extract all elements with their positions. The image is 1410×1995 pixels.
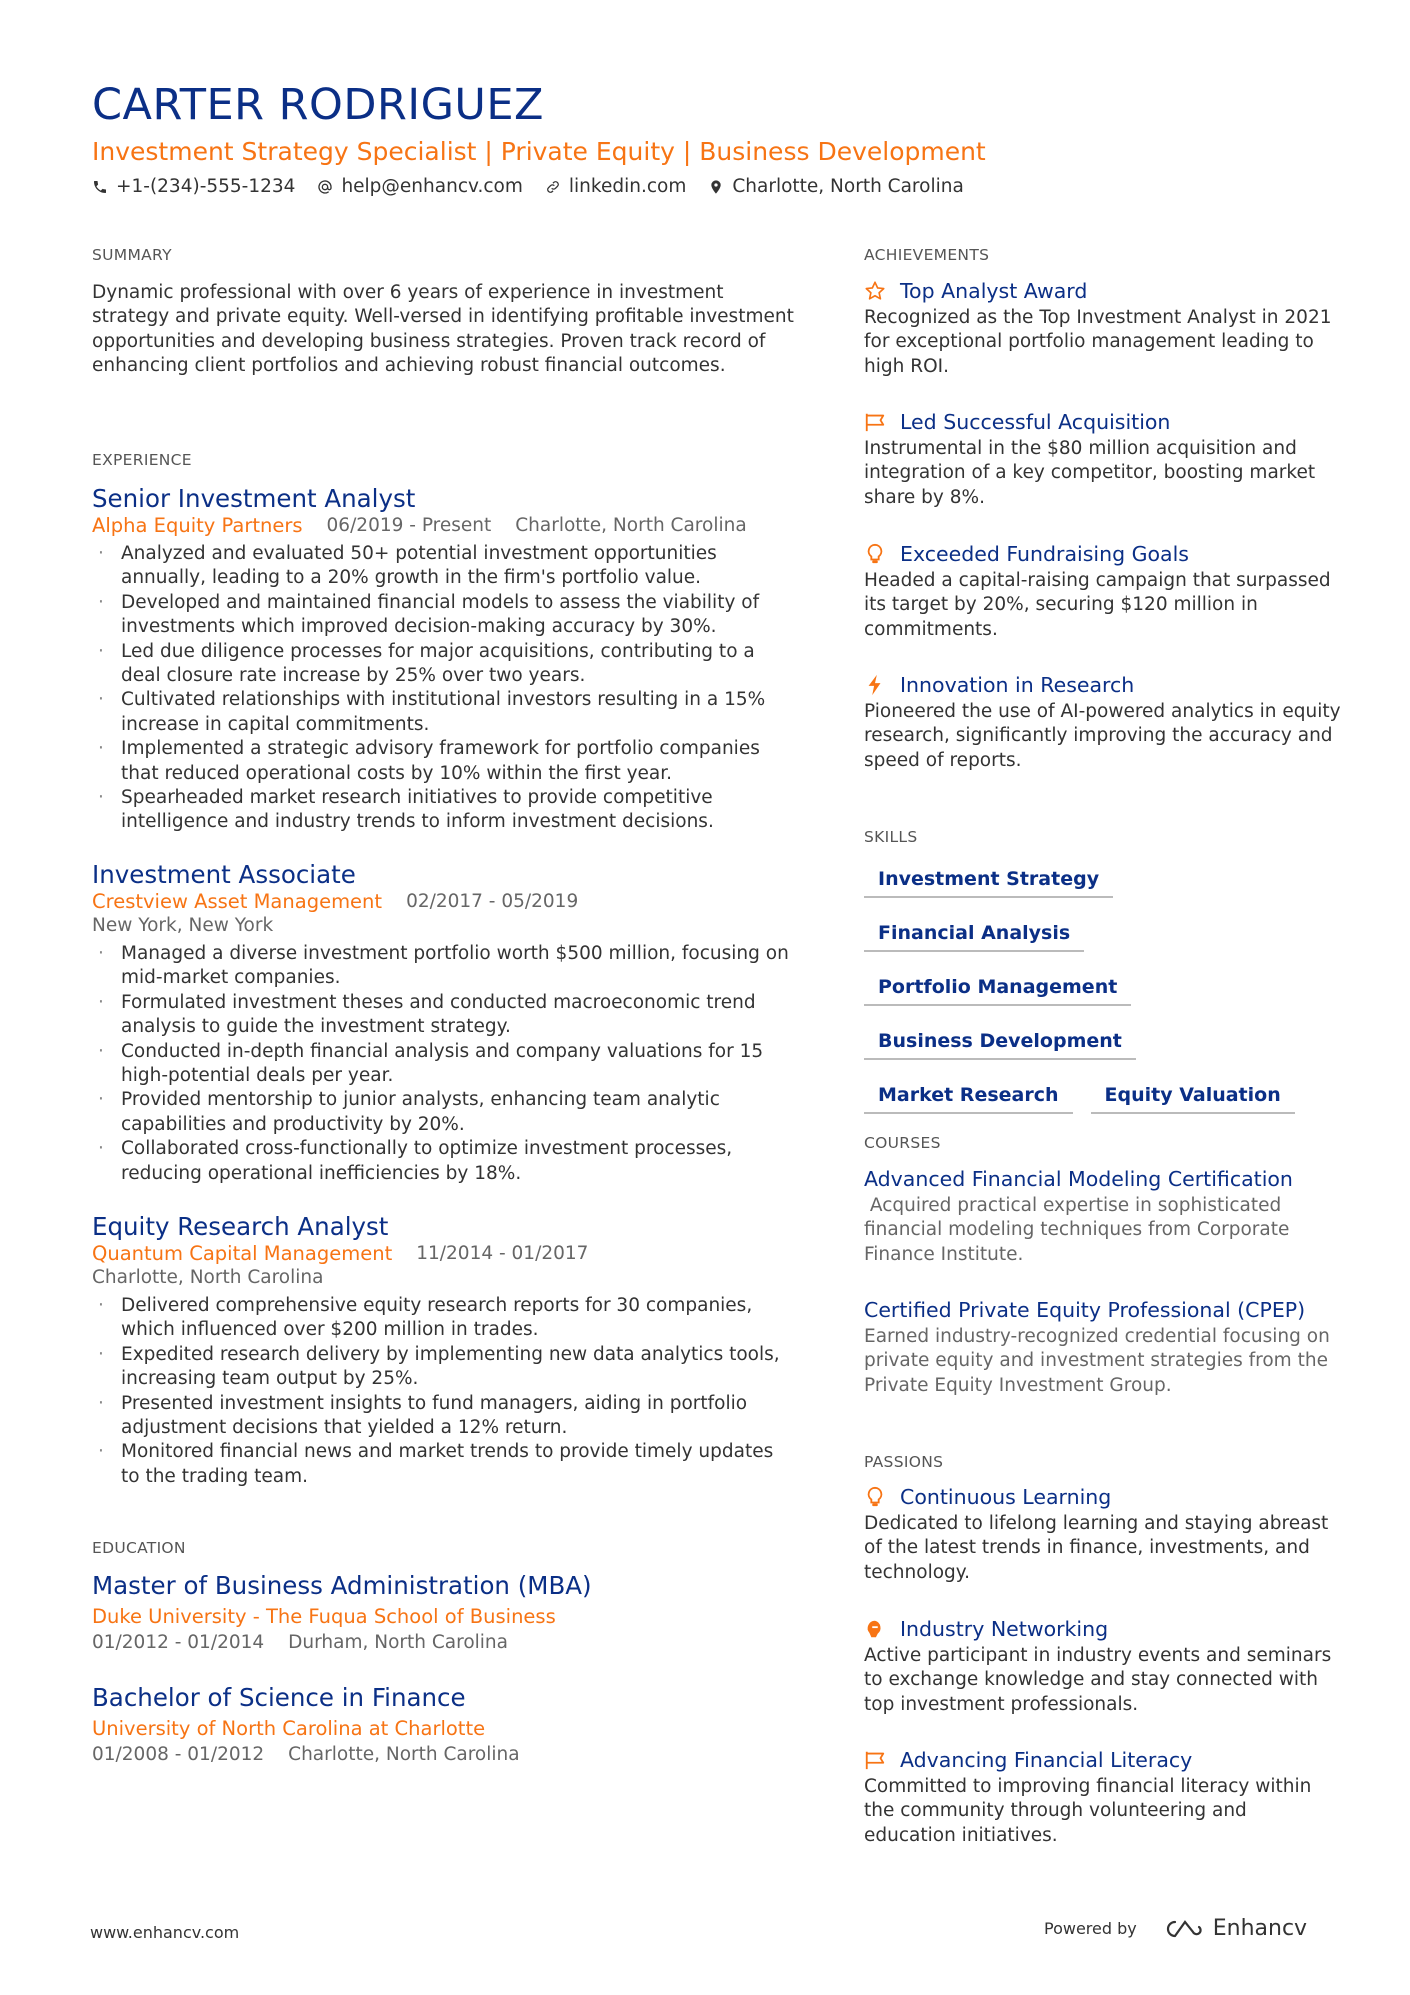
handshake-icon [864,1618,886,1640]
phone-icon [92,179,108,195]
bullet: · Cultivated relationships with institutional investors resulting in a 15% increase in capital commitments. [92,688,792,737]
bullet-list [92,1294,792,1489]
summary-section [92,246,792,379]
course-item [864,1295,1344,1398]
course-text: Earned industry-recognized credential focusing on private equity and investment strategies from the Private Equity Investment Group. [864,1326,1330,1396]
school: University of North Carolina at Charlotte [92,1717,486,1740]
dates: 01/2012 - 01/2014 [92,1632,265,1653]
dates: 06/2019 - Present [326,515,492,536]
passion-item [864,1614,1344,1717]
bullet: · Collaborated cross-functionally to optimize investment processes, reducing operational inefficiencies by 18%. [92,1137,792,1186]
achievement-text: Pioneered the use of AI-powered analytics in equity research, significantly improving the accuracy and speed of reports. [864,701,1341,771]
section-label: EXPERIENCE [92,451,192,469]
bullet: · Managed a diverse investment portfolio worth $500 million, focusing on mid-market companies. [92,942,792,991]
achievement-title: Innovation in Research [900,673,1135,697]
lightbulb-icon [864,543,886,565]
achievement-item [864,670,1344,773]
skills-section [864,828,1344,1114]
skill-tag: Financial Analysis [864,922,1084,952]
passion-text: Committed to improving financial literacy within the community through volunteering and education initiatives. [864,1776,1312,1846]
flag-icon [864,411,886,433]
achievement-title: Exceeded Fundraising Goals [900,542,1189,566]
passion-item [864,1745,1344,1848]
lightbulb-icon [864,1486,886,1508]
link-icon [545,179,561,195]
course-title: Advanced Financial Modeling Certification [864,1167,1293,1191]
bullet: · Led due diligence processes for major acquisitions, contributing to a deal closure rate increase by 25% over two years. [92,640,792,689]
bullet: · Monitored financial news and market trends to provide timely updates to the trading team. [92,1440,792,1489]
passion-title: Advancing Financial Literacy [900,1748,1193,1772]
section-label: SKILLS [864,828,918,846]
passion-text: Active participant in industry events and seminars to exchange knowledge and stay connected with top investment professionals. [864,1645,1332,1715]
contact-bar [92,176,964,197]
footer-branding [1044,1916,1307,1941]
email-link[interactable]: help@enhancv.com [341,176,523,197]
achievement-text: Headed a capital-raising campaign that surpassed its target by 20%, securing $120 million in commitments. [864,570,1331,640]
section-label: EDUCATION [92,1539,186,1557]
flag-icon [864,1749,886,1771]
job-title: Investment Associate [92,860,356,889]
school: Duke University - The Fuqua School of Business [92,1605,556,1628]
bullet: · Developed and maintained financial models to assess the viability of investments which improved decision-making accuracy by 30%. [92,591,792,640]
bullet: · Analyzed and evaluated 50+ potential investment opportunities annually, leading to a 20% growth in the firm's portfolio value. [92,542,792,591]
dates: 01/2008 - 01/2012 [92,1744,265,1765]
section-label: COURSES [864,1134,941,1152]
skill-tag: Investment Strategy [864,868,1113,898]
headline: Investment Strategy Specialist | Private Equity | Business Development [92,137,986,166]
experience-section [92,451,792,469]
job-entry [92,484,792,835]
location: New York, New York [92,915,274,936]
bolt-icon [864,674,886,696]
powered-by-text: Powered by [1044,1919,1137,1938]
achievement-text: Instrumental in the $80 million acquisition and integration of a key competitor, boosting market share by 8%. [864,438,1316,508]
courses-section [864,1134,1344,1152]
location: Charlotte, North Carolina [92,1267,324,1288]
section-label: ACHIEVEMENTS [864,246,990,264]
section-label: SUMMARY [92,246,172,264]
contact-location [708,176,963,197]
enhancv-logo[interactable] [1159,1916,1307,1941]
location: Charlotte, North Carolina [288,1744,520,1765]
job-title: Equity Research Analyst [92,1212,389,1241]
at-icon [317,179,333,195]
location: Durham, North Carolina [288,1632,508,1653]
achievement-item [864,276,1344,379]
skill-tag: Equity Valuation [1091,1084,1295,1114]
degree: Master of Business Administration (MBA) [92,1571,592,1600]
dates: 11/2014 - 01/2017 [416,1243,589,1264]
degree: Bachelor of Science in Finance [92,1683,466,1712]
course-text: Acquired practical expertise in sophisticated financial modeling techniques from Corporate Finance Institute. [864,1195,1296,1265]
job-entry [92,860,792,1186]
skill-tag: Market Research [864,1084,1073,1114]
contact-email[interactable] [317,176,522,197]
passion-title: Industry Networking [900,1617,1109,1641]
skill-tag: Portfolio Management [864,976,1131,1006]
summary-text: Dynamic professional with over 6 years of experience in investment strategy and private equity. Well-versed in identifying profitable investment opportunities and developing business strategies. Proven track record of enhancing client portfolios and achieving robust financial outcomes. [92,282,794,377]
phone-text: +1-(234)-555-1234 [116,176,296,197]
bullet: · Conducted in-depth financial analysis and company valuations for 15 high-potential deals per year. [92,1040,792,1089]
bullet-list [92,942,792,1186]
star-icon [864,280,886,302]
location: Charlotte, North Carolina [515,515,747,536]
bullet: · Spearheaded market research initiatives to provide competitive intelligence and industry trends to inform investment decisions. [92,786,792,835]
achievements-section [864,246,1344,264]
course-item [864,1164,1344,1267]
achievement-text: Recognized as the Top Investment Analyst in 2021 for exceptional portfolio management leading to high ROI. [864,307,1332,377]
skill-tag: Business Development [864,1030,1136,1060]
course-title: Certified Private Equity Professional (CPEP) [864,1298,1306,1322]
job-title: Senior Investment Analyst [92,484,416,513]
company: Crestview Asset Management [92,890,383,913]
enhancv-logo-icon [1159,1917,1205,1941]
skills-list [864,868,1334,1114]
candidate-name: CARTER RODRIGUEZ [92,80,544,130]
map-pin-icon [708,179,724,195]
achievement-item [864,539,1344,642]
bullet: · Presented investment insights to fund managers, aiding in portfolio adjustment decisions that yielded a 12% return. [92,1392,792,1441]
passions-section [864,1453,1344,1471]
achievement-title: Led Successful Acquisition [900,410,1171,434]
education-entry [92,1571,792,1655]
footer-website[interactable]: www.enhancv.com [90,1923,240,1942]
linkedin-link[interactable]: linkedin.com [568,176,687,197]
bullet: · Provided mentorship to junior analysts, enhancing team analytic capabilities and productivity by 20%. [92,1088,792,1137]
bullet: · Formulated investment theses and conducted macroeconomic trend analysis to guide the investment strategy. [92,991,792,1040]
dates: 02/2017 - 05/2019 [406,891,579,912]
passion-title: Continuous Learning [900,1485,1112,1509]
job-entry [92,1212,792,1489]
passion-item [864,1482,1344,1585]
education-entry [92,1683,792,1767]
bullet: · Expedited research delivery by implementing new data analytics tools, increasing team output by 25%. [92,1343,792,1392]
company: Quantum Capital Management [92,1242,393,1265]
bullet: · Implemented a strategic advisory framework for portfolio companies that reduced operational costs by 10% within the first year. [92,737,792,786]
section-label: PASSIONS [864,1453,944,1471]
achievement-item [864,407,1344,510]
contact-phone [92,176,295,197]
contact-linkedin[interactable] [545,176,686,197]
location-text: Charlotte, North Carolina [732,176,964,197]
education-section [92,1539,792,1557]
achievement-title: Top Analyst Award [900,279,1088,303]
brand-name: Enhancv [1212,1916,1308,1941]
bullet: · Delivered comprehensive equity research reports for 30 companies, which influenced over $200 million in trades. [92,1294,792,1343]
passion-text: Dedicated to lifelong learning and staying abreast of the latest trends in finance, investments, and technology. [864,1513,1329,1583]
bullet-list [92,542,792,835]
company: Alpha Equity Partners [92,514,303,537]
